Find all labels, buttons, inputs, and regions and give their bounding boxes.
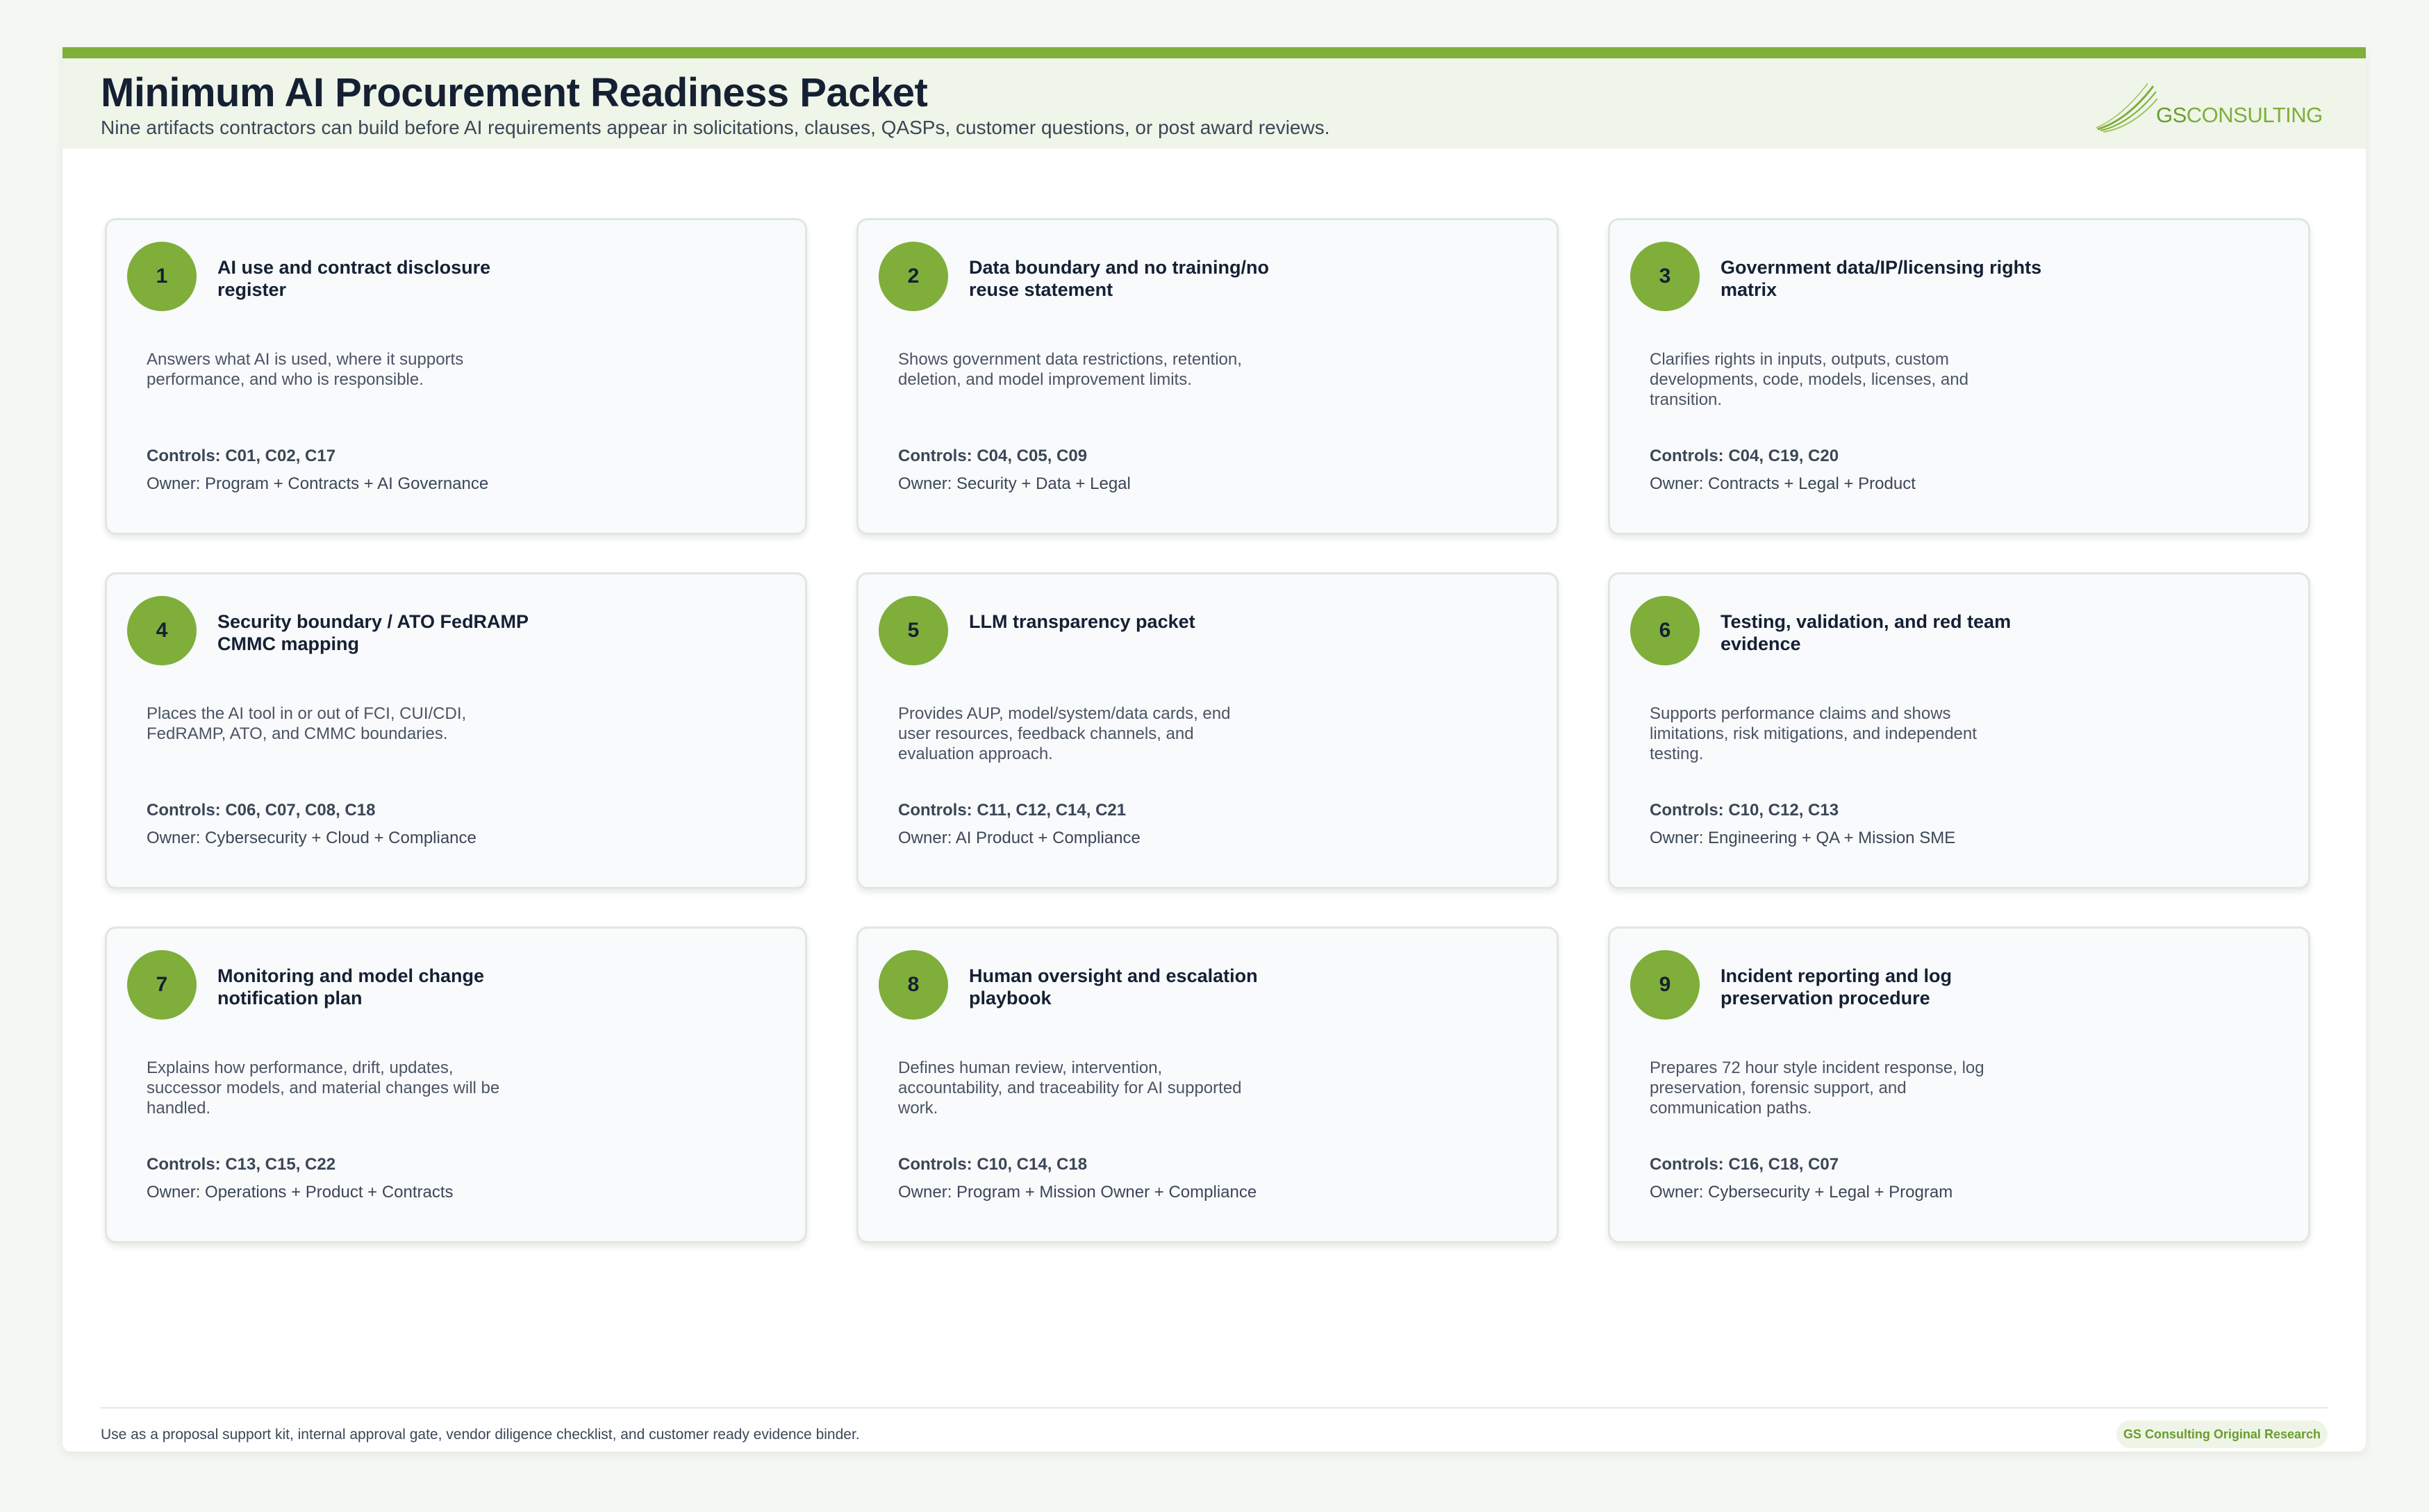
page-title: Minimum AI Procurement Readiness Packet: [101, 70, 928, 115]
card-owner: Owner: Cybersecurity + Cloud + Compliance: [147, 829, 476, 847]
card-description: Defines human review, intervention, accountability, and traceability for AI supported work.: [898, 1058, 1242, 1118]
card-controls: Controls: C11, C12, C14, C21: [898, 801, 1127, 820]
artifact-card: [105, 572, 807, 889]
accent-bar: [63, 47, 2366, 58]
card-controls: Controls: C04, C05, C09: [898, 447, 1088, 465]
gs-consulting-logo: [2096, 81, 2326, 136]
card-description: Places the AI tool in or out of FCI, CUI/CDI, FedRAMP, ATO, and CMMC boundaries.: [147, 704, 467, 743]
card-title: Human oversight and escalation playbook: [969, 965, 1258, 1008]
card-controls: Controls: C10, C12, C13: [1650, 801, 1839, 820]
logo-wordmark: GSCONSULTING: [2156, 103, 2323, 127]
artifact-card: [1608, 218, 2310, 535]
page-subtitle: Nine artifacts contractors can build before AI requirements appear in solicitations, clauses, QASPs, customer questions, or post award reviews.: [101, 117, 1330, 138]
card-title: LLM transparency packet: [969, 611, 1195, 632]
card-number-badge: 6: [1630, 596, 1700, 665]
card-owner: Owner: Program + Contracts + AI Governance: [147, 474, 489, 493]
card-number-badge: 5: [879, 596, 948, 665]
footer-note: Use as a proposal support kit, internal approval gate, vendor diligence checklist, and customer ready evidence binder.: [101, 1427, 860, 1443]
card-controls: Controls: C01, C02, C17: [147, 447, 336, 465]
card-number-badge: 4: [127, 596, 197, 665]
card-controls: Controls: C04, C19, C20: [1650, 447, 1839, 465]
card-controls: Controls: C06, C07, C08, C18: [147, 801, 376, 820]
card-owner: Owner: Program + Mission Owner + Compliance: [898, 1183, 1257, 1202]
card-title: Government data/IP/licensing rights matrix: [1721, 257, 2042, 300]
card-number-badge: 8: [879, 950, 948, 1020]
footer-divider: [101, 1407, 2328, 1409]
card-description: Prepares 72 hour style incident response, log preservation, forensic support, and communication paths.: [1650, 1058, 1984, 1118]
card-owner: Owner: Contracts + Legal + Product: [1650, 474, 1916, 493]
card-title: Security boundary / ATO FedRAMP CMMC mapping: [217, 611, 529, 654]
card-title: Testing, validation, and red team evidence: [1721, 611, 2012, 654]
artifact-card: [1608, 927, 2310, 1243]
card-description: Supports performance claims and shows limitations, risk mitigations, and independent testing.: [1650, 704, 1977, 763]
card-number-badge: 3: [1630, 242, 1700, 311]
card-title: Monitoring and model change notification plan: [217, 965, 484, 1008]
packet-page: [63, 47, 2366, 1452]
card-owner: Owner: AI Product + Compliance: [898, 829, 1141, 847]
artifact-card: [856, 572, 1559, 889]
card-owner: Owner: Operations + Product + Contracts: [147, 1183, 454, 1202]
card-description: Provides AUP, model/system/data cards, end user resources, feedback channels, and evaluation approach.: [898, 704, 1231, 763]
research-badge: GS Consulting Original Research: [2116, 1420, 2328, 1448]
card-number-badge: 1: [127, 242, 197, 311]
card-title: Data boundary and no training/no reuse statement: [969, 257, 1269, 300]
artifact-grid: [105, 218, 2310, 1243]
artifact-card: [105, 218, 807, 535]
card-description: Answers what AI is used, where it supports performance, and who is responsible.: [147, 350, 464, 389]
card-description: Clarifies rights in inputs, outputs, custom developments, code, models, licenses, and transition.: [1650, 350, 1968, 409]
card-number-badge: 9: [1630, 950, 1700, 1020]
card-controls: Controls: C13, C15, C22: [147, 1155, 336, 1174]
artifact-card: [856, 218, 1559, 535]
card-controls: Controls: C16, C18, C07: [1650, 1155, 1839, 1174]
card-number-badge: 2: [879, 242, 948, 311]
artifact-card: [856, 927, 1559, 1243]
swoosh-icon: [2096, 81, 2159, 136]
card-controls: Controls: C10, C14, C18: [898, 1155, 1088, 1174]
card-title: AI use and contract disclosure register: [217, 257, 491, 300]
artifact-card: [105, 927, 807, 1243]
card-owner: Owner: Cybersecurity + Legal + Program: [1650, 1183, 1953, 1202]
card-owner: Owner: Engineering + QA + Mission SME: [1650, 829, 1956, 847]
artifact-card: [1608, 572, 2310, 889]
card-description: Shows government data restrictions, retention, deletion, and model improvement limits.: [898, 350, 1242, 389]
card-description: Explains how performance, drift, updates, successor models, and material changes will be handled.: [147, 1058, 500, 1118]
card-number-badge: 7: [127, 950, 197, 1020]
card-owner: Owner: Security + Data + Legal: [898, 474, 1131, 493]
card-title: Incident reporting and log preservation procedure: [1721, 965, 1952, 1008]
